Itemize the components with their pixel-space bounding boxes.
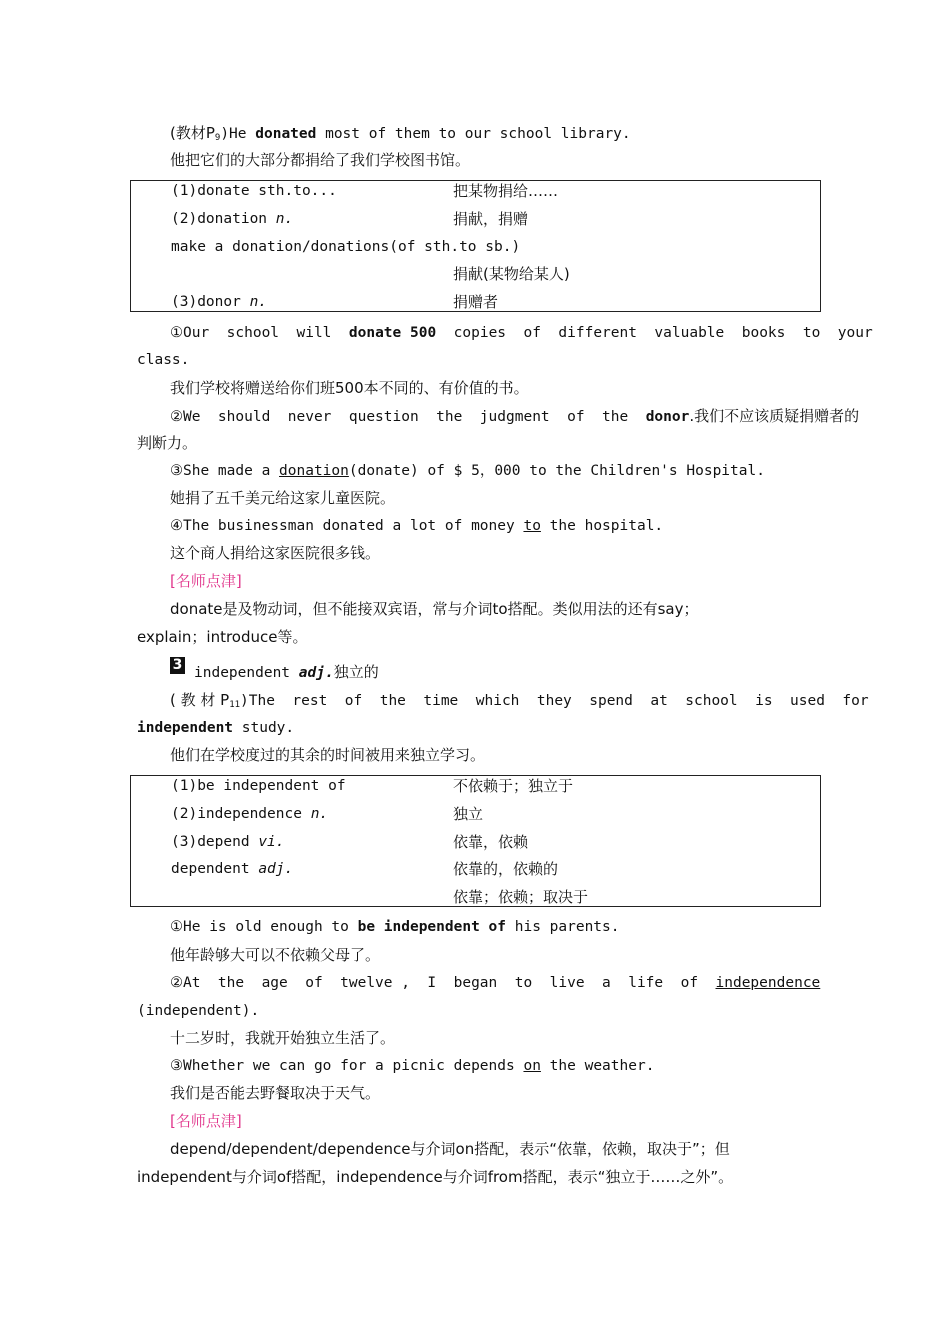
table-row-en: (2)independence n. xyxy=(171,806,329,822)
example-4: ④The businessman donated a lot of money to the hospital. xyxy=(170,518,664,534)
example-2-translation: 十二岁时，我就开始独立生活了。 xyxy=(170,1029,396,1047)
table-row-en: (3)donor n. xyxy=(171,294,268,310)
table-row-zh: 独立 xyxy=(453,805,484,823)
source-translation: 他们在学校度过的其余的时间被用来独立学习。 xyxy=(170,746,486,764)
tip-text: depend/dependent/dependence与介词on搭配，表示“依靠，依赖，取决于”；但 xyxy=(170,1140,730,1158)
table-row-en: (3)depend vi. xyxy=(171,834,285,850)
tip-text: donate是及物动词，但不能接双宾语，常与介词to搭配。类似用法的还有say； xyxy=(170,600,699,618)
table-row-zh: 依靠；依赖；取决于 xyxy=(453,888,589,906)
table-row-zh: 捐献(某物给某人) xyxy=(453,265,570,283)
vocab-table xyxy=(130,180,821,312)
table-row-zh: 捐赠者 xyxy=(453,293,499,311)
source-sentence: ( 教 材 $P_{11})The$ rest of the time which they spend at school is used for xyxy=(170,691,869,710)
example-3: ③Whether we can go for a picnic depends on the weather. xyxy=(170,1058,655,1074)
table-row-zh: 把某物捐给…… xyxy=(453,182,559,200)
vocab-table xyxy=(130,775,821,907)
table-row-en: (1)donate sth.to... xyxy=(171,183,337,199)
example-2: ②At the age of twelve , I began to live a life of independence xyxy=(170,975,821,991)
example-3-translation: 她捐了五千美元给这家儿童医院。 xyxy=(170,489,396,507)
example-1-cont: class. xyxy=(137,352,190,368)
example-4-translation: 这个商人捐给这家医院很多钱。 xyxy=(170,544,381,562)
table-row-zh: 不依赖于；独立于 xyxy=(453,777,574,795)
table-row-zh: 依靠，依赖 xyxy=(453,833,529,851)
table-row-en: make a donation/donations(of sth.to sb.) xyxy=(171,239,521,255)
example-2-cont: 判断力。 xyxy=(137,434,198,452)
table-row-en: dependent adj. xyxy=(171,861,294,877)
source-translation: 他把它们的大部分都捐给了我们学校图书馆。 xyxy=(170,151,471,169)
example-2: ②We should never question the judgment of the donor.我们不应该质疑捐赠者的 xyxy=(170,407,860,425)
example-3-translation: 我们是否能去野餐取决于天气。 xyxy=(170,1084,381,1102)
tip-label: [名师点津] xyxy=(170,572,242,590)
table-row-zh: 捐献，捐赠 xyxy=(453,210,529,228)
headword: independent adj.独立的 xyxy=(194,663,379,681)
table-row-en: (1)be independent of xyxy=(171,778,346,794)
example-3: ③She made a donation(donate) of $ 5，000 to the Children's Hospital. xyxy=(170,463,765,479)
source-sentence-cont: independent study. xyxy=(137,720,295,736)
example-1-translation: 我们学校将赠送给你们班500本不同的、有价值的书。 xyxy=(170,379,529,397)
source-sentence: (教材$P_9)He$ donated most of them to our school library. xyxy=(170,124,631,143)
example-1: ①Our school will donate 500 copies of different valuable books to your xyxy=(170,325,873,341)
example-2-cont: (independent). xyxy=(137,1003,260,1019)
example-1: ①He is old enough to be independent of his parents. xyxy=(170,919,620,935)
tip-text-cont: independent与介词of搭配，independence与介词from搭配，表示“独立于……之外”。 xyxy=(137,1168,734,1186)
tip-text-cont: explain；introduce等。 xyxy=(137,628,308,646)
table-row-zh: 依靠的，依赖的 xyxy=(453,860,559,878)
tip-label: [名师点津] xyxy=(170,1112,242,1130)
section-number-badge: 3 xyxy=(170,657,185,674)
table-row-en: (2)donation n. xyxy=(171,211,294,227)
example-1-translation: 他年龄够大可以不依赖父母了。 xyxy=(170,946,381,964)
